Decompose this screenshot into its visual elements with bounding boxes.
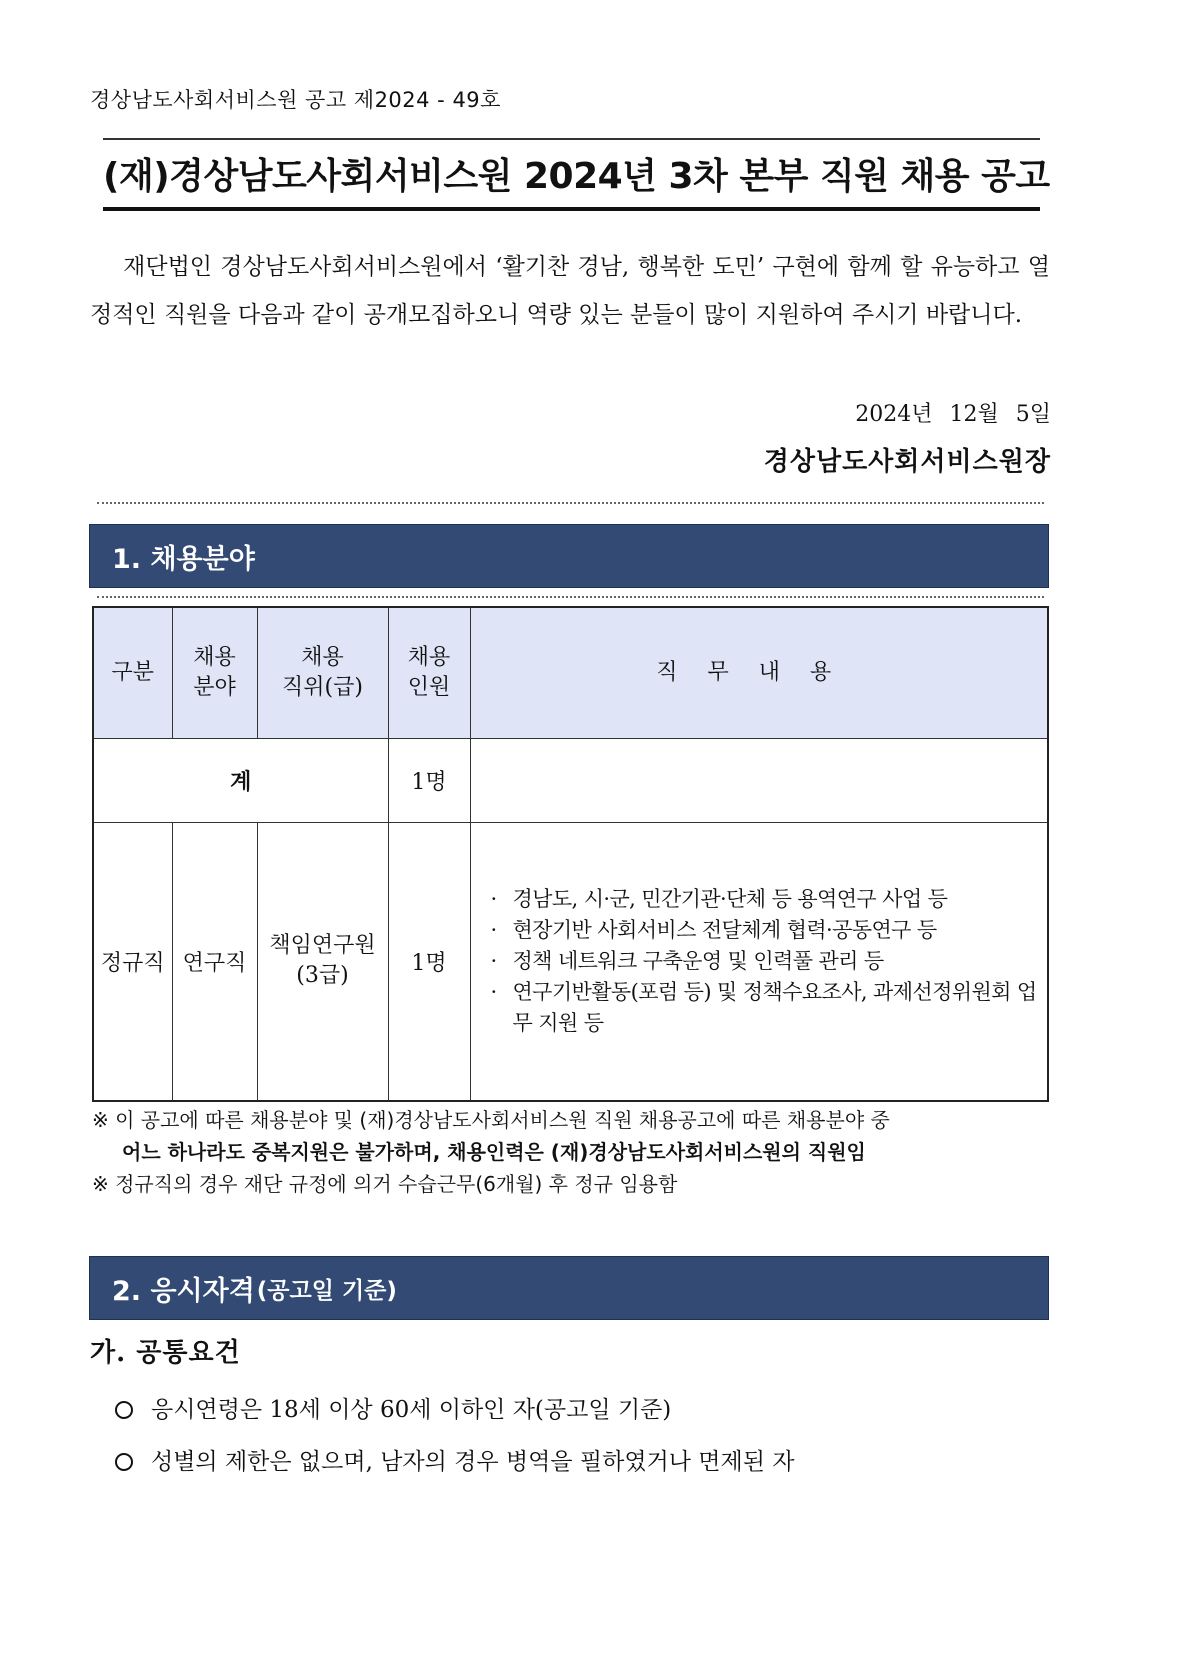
circle-bullet-icon <box>115 1401 133 1419</box>
title-divider-top <box>103 138 1040 140</box>
cell-headcount: 1명 <box>388 822 470 1101</box>
table-notes <box>92 1104 1052 1200</box>
list-item <box>115 1436 1045 1488</box>
duty-item: · 현장기반 사회서비스 전달체계 협력·공동연구 등 <box>487 915 1042 946</box>
dotted-divider <box>97 502 1044 504</box>
duty-item: · 경남도, 시·군, 민간기관·단체 등 용역연구 사업 등 <box>487 884 1042 915</box>
note-duplicate-application: ※ 이 공고에 따른 채용분야 및 (재)경상남도사회서비스원 직원 채용공고에 따른 채용분야 중 <box>92 1108 890 1132</box>
intro-text: 재단법인 경상남도사회서비스원에서 ‘활기찬 경남, 행복한 도민’ 구현에 함께 할 유능하고 열정적인 직원을 다음과 같이 공개모집하오니 역량 있는 분들이 많이 지원하여 주시기 바랍니다. <box>90 254 1050 328</box>
header-position: 채용 직위(급) <box>257 607 388 738</box>
total-label: 계 <box>93 738 388 822</box>
total-headcount: 1명 <box>388 738 470 822</box>
section-header-recruitment-field <box>89 524 1049 588</box>
note-probation: ※ 정규직의 경우 재단 규정에 의거 수습근무(6개월) 후 정규 임용함 <box>92 1172 678 1196</box>
requirement-text: 성별의 제한은 없으며, 남자의 경우 병역을 필하였거나 면제된 자 <box>151 1449 795 1475</box>
cell-category: 정규직 <box>93 822 172 1101</box>
signer: 경상남도사회서비스원장 <box>763 447 1051 477</box>
duty-item: · 연구기반활동(포럼 등) 및 정책수요조사, 과제선정위원회 업무 지원 등 <box>487 977 1042 1039</box>
header-field: 채용 분야 <box>172 607 257 738</box>
table-row <box>93 822 1048 1101</box>
intro-block <box>90 243 1050 339</box>
list-item <box>115 1384 1045 1436</box>
requirement-text: 응시연령은 18세 이상 60세 이하인 자(공고일 기준) <box>151 1397 672 1423</box>
header-headcount: 채용 인원 <box>388 607 470 738</box>
recruitment-table <box>92 606 1049 1102</box>
dotted-divider <box>97 596 1044 598</box>
section-title: 2. 응시자격 <box>112 1275 255 1307</box>
cell-position: 책임연구원 (3급) <box>257 822 388 1101</box>
notice-date: 2024년 12월 5일 <box>855 402 1051 427</box>
page-title: (재)경상남도사회서비스원 2024년 3차 본부 직원 채용 공고 <box>103 156 1050 197</box>
total-duties-empty <box>470 738 1048 822</box>
duty-item: · 정책 네트워크 구축운영 및 인력풀 관리 등 <box>487 946 1042 977</box>
title-divider-bottom <box>103 207 1040 211</box>
requirement-list <box>115 1384 1045 1488</box>
cell-field: 연구직 <box>172 822 257 1101</box>
duty-list <box>487 884 1042 1039</box>
intro-paragraph <box>90 243 1050 339</box>
section-header-eligibility <box>89 1256 1049 1320</box>
subheading-common-requirements: 가. 공통요건 <box>90 1338 241 1368</box>
table-header-row <box>93 607 1048 738</box>
note-duplicate-application-cont: 어느 하나라도 중복지원은 불가하며, 채용인력은 (재)경상남도사회서비스원의 직원임 <box>122 1140 866 1164</box>
circle-bullet-icon <box>115 1453 133 1471</box>
table-row-total <box>93 738 1048 822</box>
cell-duties <box>470 822 1048 1101</box>
header-category: 구분 <box>93 607 172 738</box>
section-title: 1. 채용분야 <box>112 543 255 575</box>
notice-number: 경상남도사회서비스원 공고 제2024 - 49호 <box>90 88 501 112</box>
header-duties: 직무내용 <box>470 607 1048 738</box>
section-title-suffix: (공고일 기준) <box>256 1277 397 1304</box>
